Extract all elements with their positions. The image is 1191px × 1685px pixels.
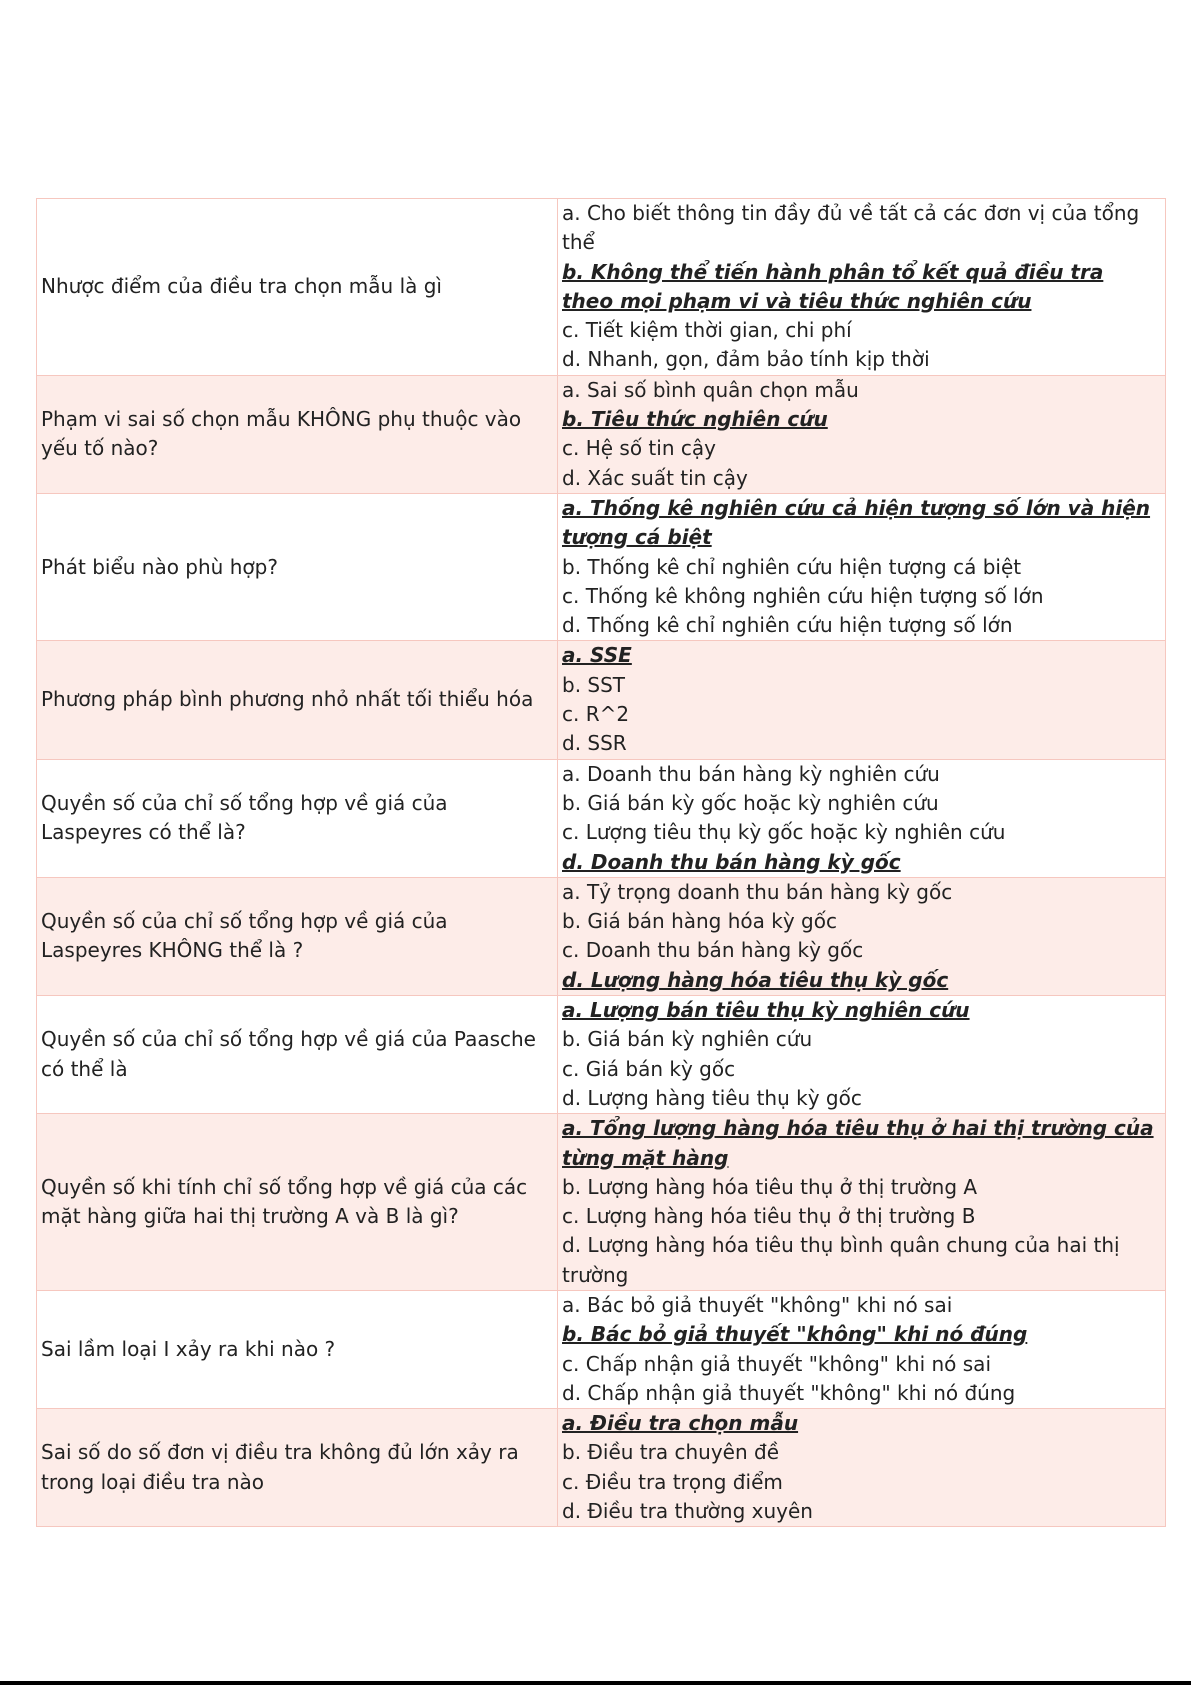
answer-option: a. Sai số bình quân chọn mẫu bbox=[562, 377, 859, 402]
answer-option: d. Lượng hàng tiêu thụ kỳ gốc bbox=[562, 1085, 862, 1110]
answer-option: c. Giá bán kỳ gốc bbox=[562, 1056, 736, 1081]
question-row bbox=[37, 641, 1166, 759]
answer-option: b. Giá bán kỳ gốc hoặc kỳ nghiên cứu bbox=[562, 790, 939, 815]
question-row bbox=[37, 1290, 1166, 1408]
answer-option: d. Điều tra thường xuyên bbox=[562, 1499, 813, 1524]
correct-answer-option: d. Doanh thu bán hàng kỳ gốc bbox=[562, 849, 901, 874]
question-table-body bbox=[37, 199, 1166, 1527]
answer-option: c. Thống kê không nghiên cứu hiện tượng số lớn bbox=[562, 583, 1044, 608]
question-text: Quyền số của chỉ số tổng hợp về giá của Paasche có thể là bbox=[37, 996, 558, 1114]
answer-option: b. Điều tra chuyên đề bbox=[562, 1440, 780, 1465]
answer-option: b. Thống kê chỉ nghiên cứu hiện tượng cá biệt bbox=[562, 554, 1022, 579]
question-row bbox=[37, 1114, 1166, 1291]
answer-options bbox=[558, 493, 1166, 640]
answer-option: d. Nhanh, gọn, đảm bảo tính kịp thời bbox=[562, 347, 930, 372]
answer-option: a. Doanh thu bán hàng kỳ nghiên cứu bbox=[562, 761, 940, 786]
answer-options bbox=[558, 1114, 1166, 1291]
question-text: Quyền số của chỉ số tổng hợp về giá của Laspeyres KHÔNG thể là ? bbox=[37, 877, 558, 995]
answer-option: d. Chấp nhận giả thuyết "không" khi nó đúng bbox=[562, 1380, 1016, 1405]
answer-option: c. Tiết kiệm thời gian, chi phí bbox=[562, 318, 852, 343]
question-text: Nhược điểm của điều tra chọn mẫu là gì bbox=[37, 199, 558, 376]
question-text: Quyền số của chỉ số tổng hợp về giá của Laspeyres có thể là? bbox=[37, 759, 558, 877]
answer-option: b. Lượng hàng hóa tiêu thụ ở thị trường A bbox=[562, 1174, 978, 1199]
question-row bbox=[37, 493, 1166, 640]
answer-option: c. Doanh thu bán hàng kỳ gốc bbox=[562, 938, 864, 963]
question-row bbox=[37, 199, 1166, 376]
answer-option: a. Tỷ trọng doanh thu bán hàng kỳ gốc bbox=[562, 879, 953, 904]
answer-option: c. R^2 bbox=[562, 702, 630, 727]
question-text: Sai lầm loại I xảy ra khi nào ? bbox=[37, 1290, 558, 1408]
correct-answer-option: a. Thống kê nghiên cứu cả hiện tượng số lớn và hiện tượng cá biệt bbox=[562, 495, 1151, 550]
page-bottom-border bbox=[0, 1681, 1191, 1685]
answer-option: b. SST bbox=[562, 672, 626, 697]
answer-option: d. Xác suất tin cậy bbox=[562, 465, 748, 490]
answer-options bbox=[558, 375, 1166, 493]
question-text: Phương pháp bình phương nhỏ nhất tối thiểu hóa bbox=[37, 641, 558, 759]
answer-options bbox=[558, 641, 1166, 759]
answer-option: b. Giá bán kỳ nghiên cứu bbox=[562, 1027, 813, 1052]
answer-options bbox=[558, 1290, 1166, 1408]
answer-options bbox=[558, 996, 1166, 1114]
answer-options bbox=[558, 1409, 1166, 1527]
correct-answer-option: b. Bác bỏ giả thuyết "không" khi nó đúng bbox=[562, 1322, 1028, 1347]
answer-option: a. Cho biết thông tin đầy đủ về tất cả các đơn vị của tổng thể bbox=[562, 201, 1140, 255]
correct-answer-option: b. Tiêu thức nghiên cứu bbox=[562, 407, 828, 432]
answer-option: d. Lượng hàng hóa tiêu thụ bình quân chung của hai thị trường bbox=[562, 1233, 1120, 1287]
question-row bbox=[37, 375, 1166, 493]
correct-answer-option: b. Không thể tiến hành phân tổ kết quả điều tra theo mọi phạm vi và tiêu thức nghiên cứu bbox=[562, 259, 1104, 313]
question-text: Quyền số khi tính chỉ số tổng hợp về giá của các mặt hàng giữa hai thị trường A và B là gì? bbox=[37, 1114, 558, 1291]
answer-option: c. Điều tra trọng điểm bbox=[562, 1469, 783, 1494]
answer-option: c. Lượng tiêu thụ kỳ gốc hoặc kỳ nghiên cứu bbox=[562, 820, 1006, 845]
question-text: Phát biểu nào phù hợp? bbox=[37, 493, 558, 640]
correct-answer-option: d. Lượng hàng hóa tiêu thụ kỳ gốc bbox=[562, 967, 949, 992]
answer-option: d. SSR bbox=[562, 731, 627, 756]
answer-options bbox=[558, 759, 1166, 877]
answer-option: c. Lượng hàng hóa tiêu thụ ở thị trường B bbox=[562, 1204, 976, 1229]
answer-option: c. Hệ số tin cậy bbox=[562, 436, 716, 461]
correct-answer-option: a. SSE bbox=[562, 643, 632, 668]
correct-answer-option: a. Tổng lượng hàng hóa tiêu thụ ở hai thị trường của từng mặt hàng bbox=[562, 1116, 1154, 1170]
answer-option: c. Chấp nhận giả thuyết "không" khi nó sai bbox=[562, 1351, 991, 1376]
answer-options bbox=[558, 199, 1166, 376]
answer-option: b. Giá bán hàng hóa kỳ gốc bbox=[562, 909, 837, 934]
answer-options bbox=[558, 877, 1166, 995]
answer-option: d. Thống kê chỉ nghiên cứu hiện tượng số lớn bbox=[562, 613, 1013, 638]
question-text: Sai số do số đơn vị điều tra không đủ lớn xảy ra trong loại điều tra nào bbox=[37, 1409, 558, 1527]
correct-answer-option: a. Lượng bán tiêu thụ kỳ nghiên cứu bbox=[562, 998, 970, 1023]
question-row bbox=[37, 877, 1166, 995]
question-row bbox=[37, 759, 1166, 877]
question-row bbox=[37, 996, 1166, 1114]
question-text: Phạm vi sai số chọn mẫu KHÔNG phụ thuộc vào yếu tố nào? bbox=[37, 375, 558, 493]
correct-answer-option: a. Điều tra chọn mẫu bbox=[562, 1411, 799, 1436]
answer-option: a. Bác bỏ giả thuyết "không" khi nó sai bbox=[562, 1292, 953, 1317]
question-row bbox=[37, 1409, 1166, 1527]
question-table bbox=[36, 198, 1166, 1527]
